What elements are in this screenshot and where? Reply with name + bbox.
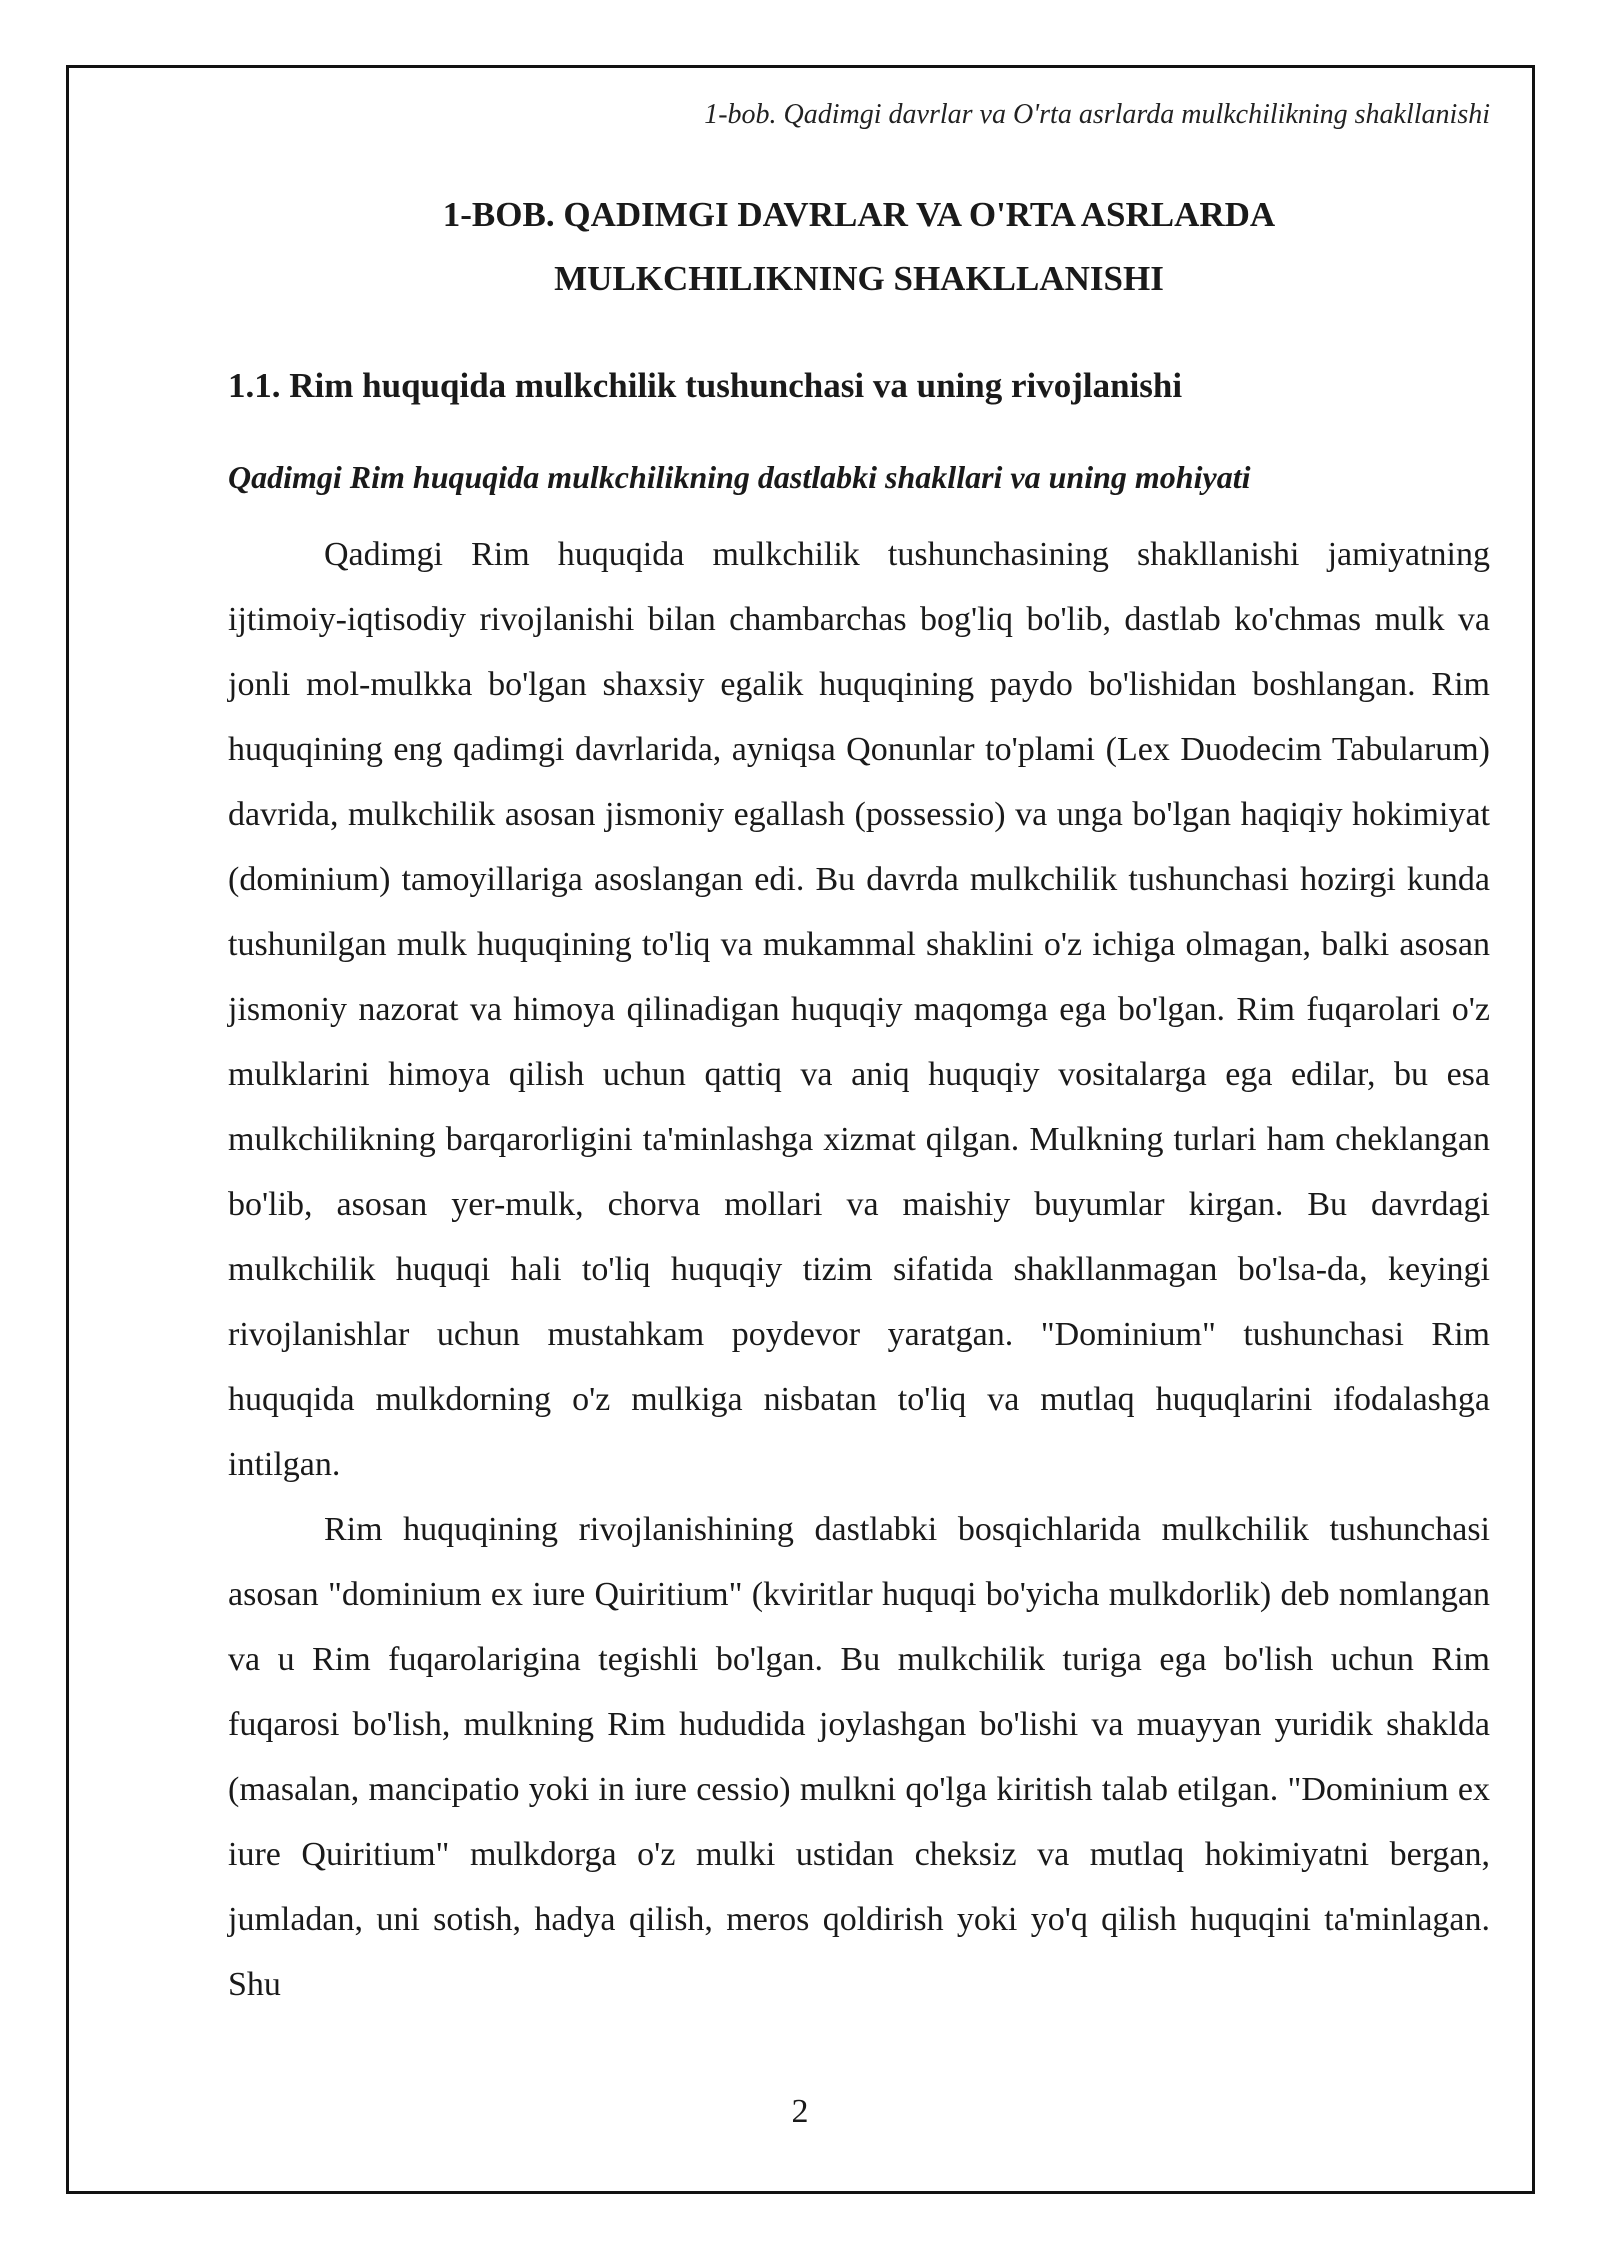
chapter-title-line-2: MULKCHILIKNING SHAKLLANISHI xyxy=(554,259,1164,298)
paragraph-2: Rim huquqining rivojlanishining dastlabki bosqichlarida mulkchilik tushunchasi asosan "dominium ex iure Quiritium" (kviritlar huquqi bo'yicha mulkdorlik) deb nomlangan va u Rim fuqarolarigina tegishli bo'lgan. Bu mulkchilik turiga ega bo'lish uchun Rim fuqarosi bo'lish, mulkning Rim hududida joylashgan bo'lishi va muayyan yuridik shaklda (masalan, mancipatio yoki in iure cessio) mulkni qo'lga kiritish talab etilgan. "Dominium ex iure Quiritium" mulkdorga o'z mulki ustidan cheksiz va mutlaq hokimiyatni bergan, jumladan, uni sotish, hadya qilish, meros qoldirish yoki yo'q qilish huquqini ta'minlagan. Shu xyxy=(228,1511,1490,2003)
chapter-title-line-1: 1-BOB. QADIMGI DAVRLAR VA O'RTA ASRLARDA xyxy=(442,195,1276,234)
paragraph-1: Qadimgi Rim huquqida mulkchilik tushunchasining shakllanishi jamiyatning ijtimoiy-iqtisodiy rivojlanishi bilan chambarchas bog'liq bo'lib, dastlab ko'chmas mulk va jonli mol-mulkka bo'lgan shaxsiy egalik huquqining paydo bo'lishidan boshlangan. Rim huquqining eng qadimgi davrlarida, ayniqsa Qonunlar to'plami (Lex Duodecim Tabularum) davrida, mulkchilik asosan jismoniy egallash (possessio) va unga bo'lgan haqiqiy hokimiyat (dominium) tamoyillariga asoslangan edi. Bu davrda mulkchilik tushunchasi hozirgi kunda tushunilgan mulk huquqining to'liq va mukammal shaklini o'z ichiga olmagan, balki asosan jismoniy nazorat va himoya qilinadigan huquqiy maqomga ega bo'lgan. Rim fuqarolari o'z mulklarini himoya qilish uchun qattiq va aniq huquqiy vositalarga ega edilar, bu esa mulkchilikning barqarorligini ta'minlashga xizmat qilgan. Mulkning turlari ham cheklangan bo'lib, asosan yer-mulk, chorva mollari va maishiy buyumlar kirgan. Bu davrdagi mulkchilik huquqi hali to'liq huquqiy tizim sifatida shakllanmagan bo'lsa-da, keyingi rivojlanishlar uchun mustahkam poydevor yaratgan. "Dominium" tushunchasi Rim huquqida mulkdorning o'z mulkiga nisbatan to'liq va mutlaq huquqlarini ifodalashga intilgan. xyxy=(228,536,1490,1483)
section-heading: 1.1. Rim huquqida mulkchilik tushunchasi va uning rivojlanishi xyxy=(228,366,1183,405)
running-header: 1-bob. Qadimgi davrlar va O'rta asrlarda mulkchilikning shakllanishi xyxy=(704,99,1490,130)
subsection-heading: Qadimgi Rim huquqida mulkchilikning dastlabki shakllari va uning mohiyati xyxy=(228,459,1251,495)
chapter-title xyxy=(228,183,1490,311)
body-text xyxy=(228,522,1490,2017)
page-number: 2 xyxy=(791,2093,809,2130)
